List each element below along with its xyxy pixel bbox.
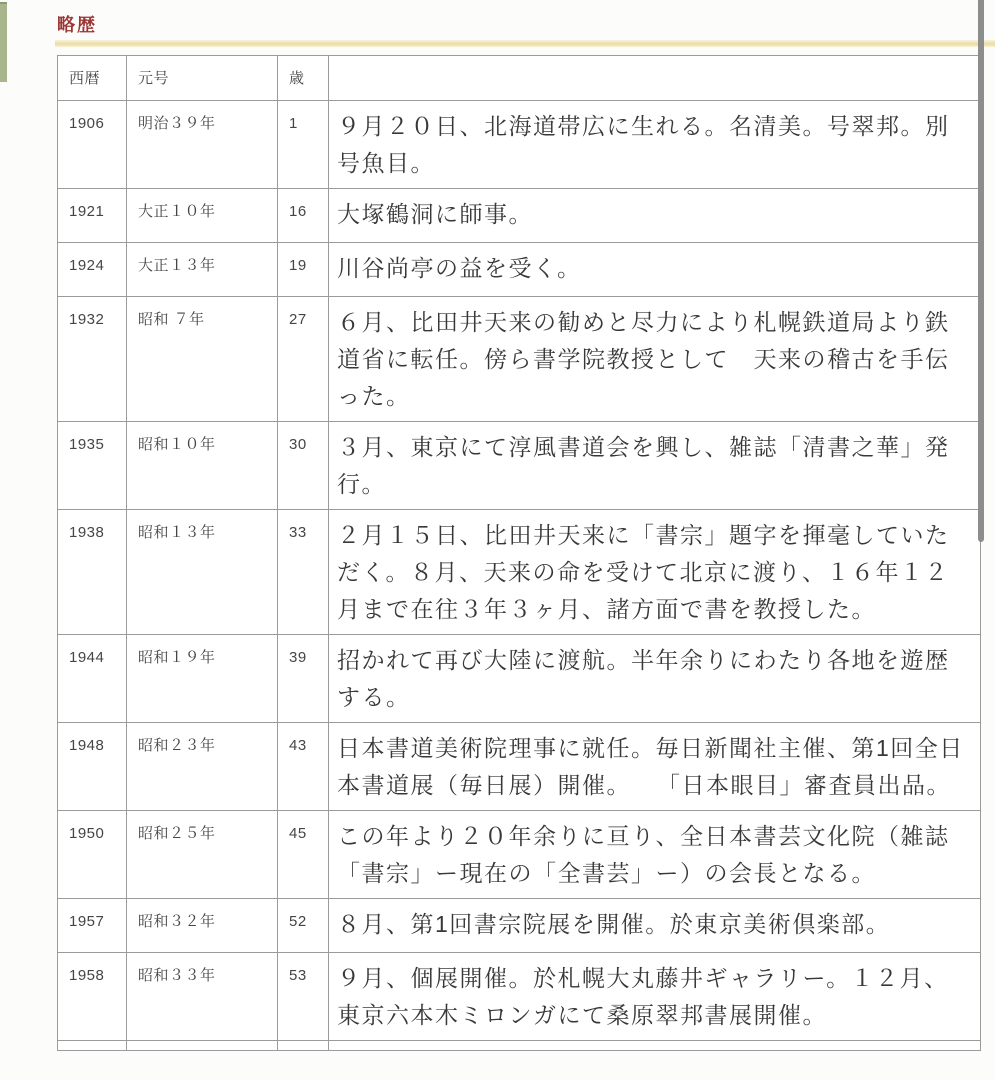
cell-era: 昭和１９年 — [127, 635, 278, 723]
table-row — [58, 953, 981, 1041]
cell-event: ９月、個展開催。於札幌大丸藤井ギャラリー。１２月、東京六本木ミロンガにて桑原翠邦書展開催。 — [329, 953, 981, 1041]
cell-event: ９月２０日、北海道帯広に生れる。名清美。号翠邦。別号魚目。 — [329, 101, 981, 189]
cell-year: 1948 — [58, 723, 127, 811]
col-header-era: 元号 — [127, 56, 278, 101]
table-body — [58, 101, 981, 1051]
cell-age: 19 — [278, 243, 329, 297]
cell-era: 昭和１０年 — [127, 422, 278, 510]
cell-era: 明治３９年 — [127, 101, 278, 189]
cell-era: 昭和２５年 — [127, 811, 278, 899]
cell-year: 1932 — [58, 297, 127, 422]
table-row — [58, 243, 981, 297]
table-row — [58, 101, 981, 189]
cell-era: 昭和３２年 — [127, 899, 278, 953]
cell-year: 1906 — [58, 101, 127, 189]
cell-year: 1924 — [58, 243, 127, 297]
table-row — [58, 297, 981, 422]
cell-event: ８月、第1回書宗院展を開催。於東京美術倶楽部。 — [329, 899, 981, 953]
cell-age: 33 — [278, 510, 329, 635]
title-underline — [55, 40, 995, 47]
scrollbar-thumb[interactable] — [978, 0, 984, 542]
cell-year: 1957 — [58, 899, 127, 953]
col-header-age: 歳 — [278, 56, 329, 101]
cell-era: 昭和２３年 — [127, 723, 278, 811]
cell-age: 52 — [278, 899, 329, 953]
cell-year: 1944 — [58, 635, 127, 723]
cell-event: 招かれて再び大陸に渡航。半年余りにわたり各地を遊歴する。 — [329, 635, 981, 723]
cell-age — [278, 1041, 329, 1051]
cell-age: 43 — [278, 723, 329, 811]
cell-age: 53 — [278, 953, 329, 1041]
cell-year: 1950 — [58, 811, 127, 899]
table-row — [58, 899, 981, 953]
cell-age: 30 — [278, 422, 329, 510]
table-header — [58, 56, 981, 101]
cell-event: ３月、東京にて淳風書道会を興し、雑誌「清書之華」発行。 — [329, 422, 981, 510]
cell-age: 1 — [278, 101, 329, 189]
cell-age: 27 — [278, 297, 329, 422]
cell-year: 1935 — [58, 422, 127, 510]
table-row — [58, 510, 981, 635]
col-header-event — [329, 56, 981, 101]
cell-event: 大塚鶴洞に師事。 — [329, 189, 981, 243]
cell-event — [329, 1041, 981, 1051]
col-header-year: 西暦 — [58, 56, 127, 101]
cell-era: 昭和３３年 — [127, 953, 278, 1041]
table-row — [58, 189, 981, 243]
header-row — [58, 56, 981, 101]
cell-age: 45 — [278, 811, 329, 899]
history-table — [57, 55, 981, 1051]
table-row — [58, 635, 981, 723]
table-row — [58, 723, 981, 811]
table-row — [58, 1041, 981, 1051]
cell-event: ２月１５日、比田井天来に「書宗」題字を揮毫していただく。８月、天来の命を受けて北京に渡り、１６年１２月まで在往３年３ヶ月、諸方面で書を教授した。 — [329, 510, 981, 635]
cell-era: 昭和１３年 — [127, 510, 278, 635]
cell-era — [127, 1041, 278, 1051]
cell-event: この年より２０年余りに亘り、全日本書芸文化院（雑誌「書宗」ー現在の「全書芸」ー）の会長となる。 — [329, 811, 981, 899]
table-row — [58, 811, 981, 899]
cell-era: 昭和 ７年 — [127, 297, 278, 422]
cell-era: 大正１０年 — [127, 189, 278, 243]
cell-year: 1958 — [58, 953, 127, 1041]
cell-event: 川谷尚亭の益を受く。 — [329, 243, 981, 297]
cell-era: 大正１３年 — [127, 243, 278, 297]
cell-age: 39 — [278, 635, 329, 723]
cell-age: 16 — [278, 189, 329, 243]
cell-event: ６月、比田井天来の勧めと尽力により札幌鉄道局より鉄道省に転任。傍ら書学院教授として 天来の稽古を手伝った。 — [329, 297, 981, 422]
cell-year: 1938 — [58, 510, 127, 635]
accent-bar — [0, 2, 7, 82]
cell-event: 日本書道美術院理事に就任。毎日新聞社主催、第1回全日本書道展（毎日展）開催。 「日本眼目」審査員出品。 — [329, 723, 981, 811]
cell-year: 1921 — [58, 189, 127, 243]
cell-year — [58, 1041, 127, 1051]
table-row — [58, 422, 981, 510]
page-title: 略歴 — [57, 15, 97, 35]
